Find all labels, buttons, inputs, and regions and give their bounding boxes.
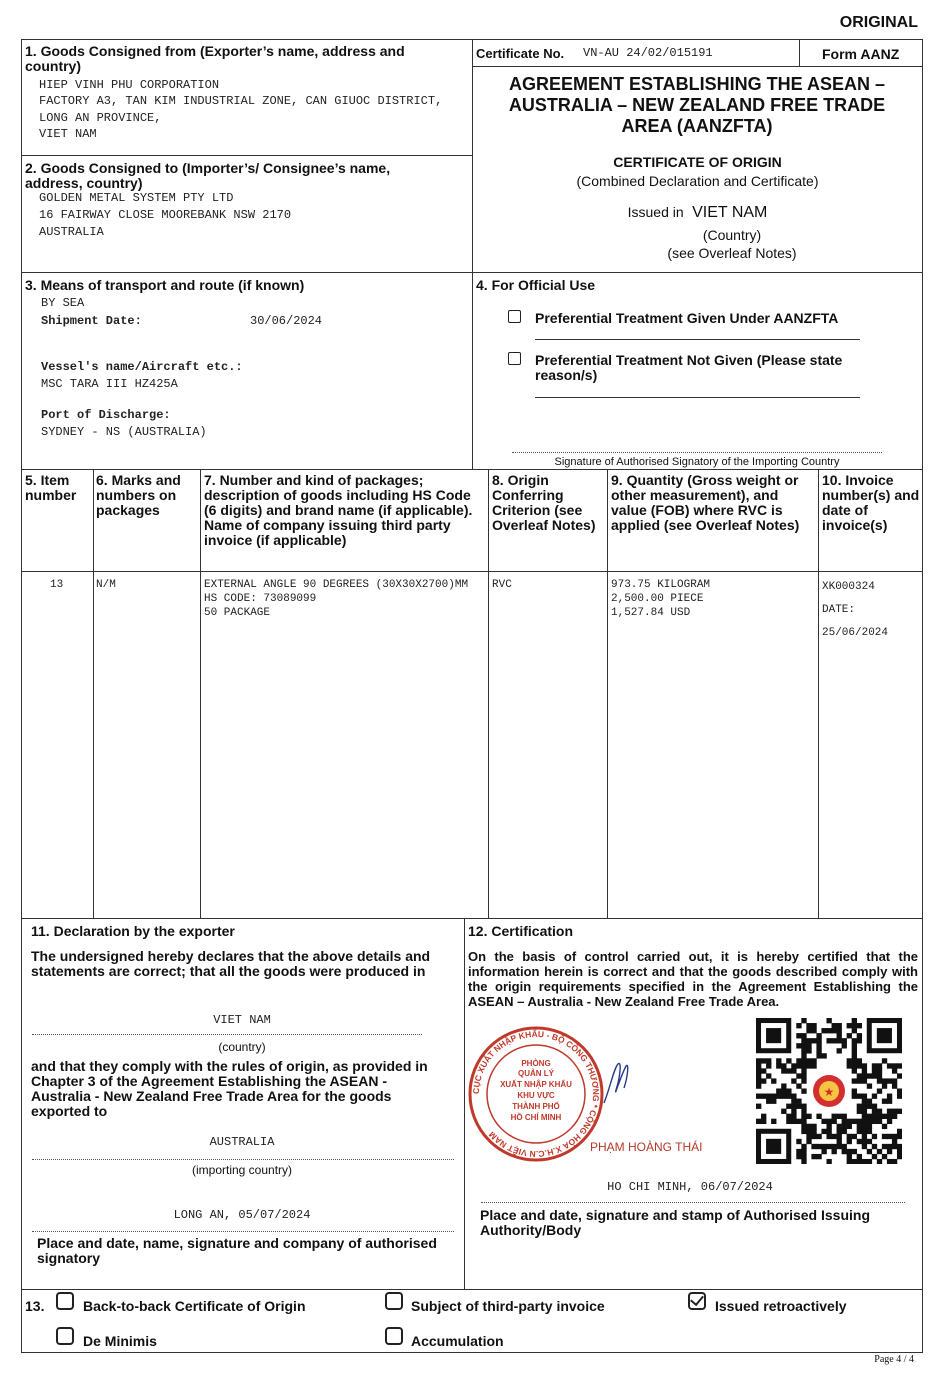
consignee-line-1: GOLDEN METAL SYSTEM PTY LTD	[39, 191, 234, 205]
certification-place-date: HO CHI MINH, 06/07/2024	[607, 1180, 773, 1194]
checkmark-icon	[690, 1292, 704, 1306]
col-quantity: 9. Quantity (Gross weight or other measurement), and value (FOB) where RVC is applied (see Overleaf Notes)	[611, 472, 800, 533]
third-party-invoice-checkbox[interactable]	[385, 1292, 403, 1310]
vessel-label: Vessel's name/Aircraft etc.:	[41, 360, 243, 374]
de-minimis-label: De Minimis	[83, 1333, 157, 1349]
country-label: (Country)	[702, 227, 762, 243]
accumulation-checkbox[interactable]	[385, 1327, 403, 1345]
shipment-date-value: 30/06/2024	[250, 314, 323, 328]
item-qty-3: 1,527.84 USD	[611, 607, 691, 619]
item-number: 13	[50, 579, 64, 591]
exporter-line-1: HIEP VINH PHU CORPORATION	[39, 78, 220, 92]
third-party-invoice-label: Subject of third-party invoice	[411, 1298, 605, 1314]
certification-para: On the basis of control carried out, it is hereby certified that the information herein is correct and that the goods described comply with the origin requirements specified in the Agreement Establishing the ASEAN – Australia - New Zealand Free Trade Area.	[468, 949, 918, 1009]
declaration-country-label: (country)	[218, 1040, 266, 1054]
official-stamp	[466, 1024, 606, 1164]
stamp-center-line-1: PHÒNG	[521, 1059, 551, 1068]
agreement-title: AGREEMENT ESTABLISHING THE ASEAN – AUSTRALIA – NEW ZEALAND FREE TRADE AREA (AANZFTA)	[508, 74, 886, 136]
exporter-line-3: LONG AN PROVINCE,	[39, 111, 162, 125]
issued-in-value: VIET NAM	[692, 204, 768, 221]
declaration-footer: Place and date, name, signature and company of authorised signatory	[37, 1235, 437, 1266]
accumulation-label: Accumulation	[411, 1333, 504, 1349]
declaration-para-2: and that they comply with the rules of origin, as provided in Chapter 3 of the Agreement Establishing the ASEAN - Australia - New Zealand Free Trade Area for the goods exported to	[31, 1058, 428, 1119]
back-to-back-checkbox[interactable]	[56, 1292, 74, 1310]
certification-footer: Place and date, signature and stamp of Authorised Issuing Authority/Body	[480, 1207, 870, 1238]
issued-in-label: Issued in	[627, 204, 684, 220]
issued-retroactively-label: Issued retroactively	[715, 1298, 847, 1314]
invoice-number: XK000324	[822, 581, 875, 593]
issued-retroactively-checkbox[interactable]	[688, 1292, 706, 1310]
box13-label: 13.	[25, 1298, 45, 1314]
box1-title: 1. Goods Consigned from (Exporter’s name, address and country)	[25, 43, 405, 74]
vessel-value: MSC TARA III HZ425A	[41, 377, 178, 391]
item-description-2: HS CODE: 73089099	[204, 593, 317, 605]
box11-title: 11. Declaration by the exporter	[31, 923, 235, 939]
issued-in	[472, 204, 923, 222]
item-qty-2: 2,500.00 PIECE	[611, 593, 704, 605]
qr-code	[756, 1018, 902, 1164]
exporter-line-2: FACTORY A3, TAN KIM INDUSTRIAL ZONE, CAN GIUOC DISTRICT,	[39, 94, 443, 108]
form-label: Form AANZ	[822, 46, 900, 62]
stamp-center-line-2: QUẢN LÝ	[518, 1069, 554, 1078]
col-marks: 6. Marks and numbers on packages	[96, 472, 181, 518]
preferential-given-checkbox[interactable]	[508, 310, 521, 323]
preferential-not-given-label: Preferential Treatment Not Given (Please state reason/s)	[535, 352, 843, 383]
preferential-not-given-checkbox[interactable]	[508, 352, 521, 365]
coo-subtitle: (Combined Declaration and Certificate)	[576, 173, 819, 189]
stamp-center-line-6: HỒ CHÍ MINH	[510, 1113, 562, 1122]
coo-title: CERTIFICATE OF ORIGIN	[613, 154, 782, 170]
invoice-date-label: DATE:	[822, 604, 856, 616]
stamp-center-line-5: THÀNH PHỐ	[512, 1102, 560, 1111]
certificate-no-label: Certificate No.	[476, 46, 565, 61]
box2-title: 2. Goods Consigned to (Importer’s/ Consignee’s name, address, country)	[25, 160, 391, 191]
consignee-line-3: AUSTRALIA	[39, 225, 104, 239]
preferential-given-label: Preferential Treatment Given Under AANZFTA	[535, 310, 839, 326]
declaration-place-date: LONG AN, 05/07/2024	[173, 1208, 311, 1222]
importing-signature-label: Signature of Authorised Signatory of the Importing Country	[554, 456, 840, 468]
box4-title: 4. For Official Use	[476, 277, 596, 293]
box3-title: 3. Means of transport and route (if known)	[25, 277, 305, 293]
signature-scribble	[596, 1058, 636, 1108]
signer-name: PHẠM HOÀNG THÁI	[590, 1140, 703, 1154]
item-marks: N/M	[96, 579, 116, 591]
transport-by: BY SEA	[41, 296, 85, 310]
declaration-para-1: The undersigned hereby declares that the above details and statements are correct; that all the goods were produced in	[31, 948, 431, 979]
col-item-number: 5. Item number	[25, 472, 77, 503]
overleaf-label: (see Overleaf Notes)	[667, 245, 797, 261]
col-origin-criterion: 8. Origin Conferring Criterion (see Overleaf Notes)	[492, 472, 596, 533]
shipment-date-label: Shipment Date:	[41, 314, 142, 328]
item-criterion: RVC	[492, 579, 512, 591]
item-qty-1: 973.75 KILOGRAM	[611, 579, 711, 591]
stamp-ring-text: CỤC XUẤT NHẬP KHẨU - BỘ CÔNG THƯƠNG * CỘNG HÒA X.H.C.N VIỆT NAM	[470, 1028, 602, 1160]
box12-title: 12. Certification	[468, 923, 574, 939]
col-invoice: 10. Invoice number(s) and date of invoice(s)	[822, 472, 920, 533]
exporter-line-4: VIET NAM	[39, 127, 97, 141]
stamp-center-line-3: XUẤT NHẬP KHẨU	[500, 1080, 572, 1089]
item-description-1: EXTERNAL ANGLE 90 DEGREES (30X30X2700)MM	[204, 579, 469, 591]
consignee-line-2: 16 FAIRWAY CLOSE MOOREBANK NSW 2170	[39, 208, 292, 222]
invoice-date: 25/06/2024	[822, 627, 889, 639]
declaration-importing: AUSTRALIA	[209, 1135, 275, 1149]
col-description: 7. Number and kind of packages; description of goods including HS Code (6 digits) and brand name (if applicable). Name of company issuing third party invoice (if applicable)	[204, 472, 473, 548]
page-number: Page 4 / 4	[874, 1354, 914, 1365]
certificate-no-value: VN-AU 24/02/015191	[583, 46, 713, 60]
back-to-back-label: Back-to-back Certificate of Origin	[83, 1298, 306, 1314]
port-value: SYDNEY - NS (AUSTRALIA)	[41, 425, 207, 439]
de-minimis-checkbox[interactable]	[56, 1327, 74, 1345]
star-icon: ★	[823, 1085, 835, 1099]
stamp-center-line-4: KHU VỰC	[517, 1091, 555, 1100]
declaration-country: VIET NAM	[213, 1013, 271, 1027]
port-label: Port of Discharge:	[41, 408, 171, 422]
original-label: ORIGINAL	[839, 14, 918, 31]
declaration-importing-label: (importing country)	[191, 1163, 293, 1177]
item-description-3: 50 PACKAGE	[204, 607, 271, 619]
